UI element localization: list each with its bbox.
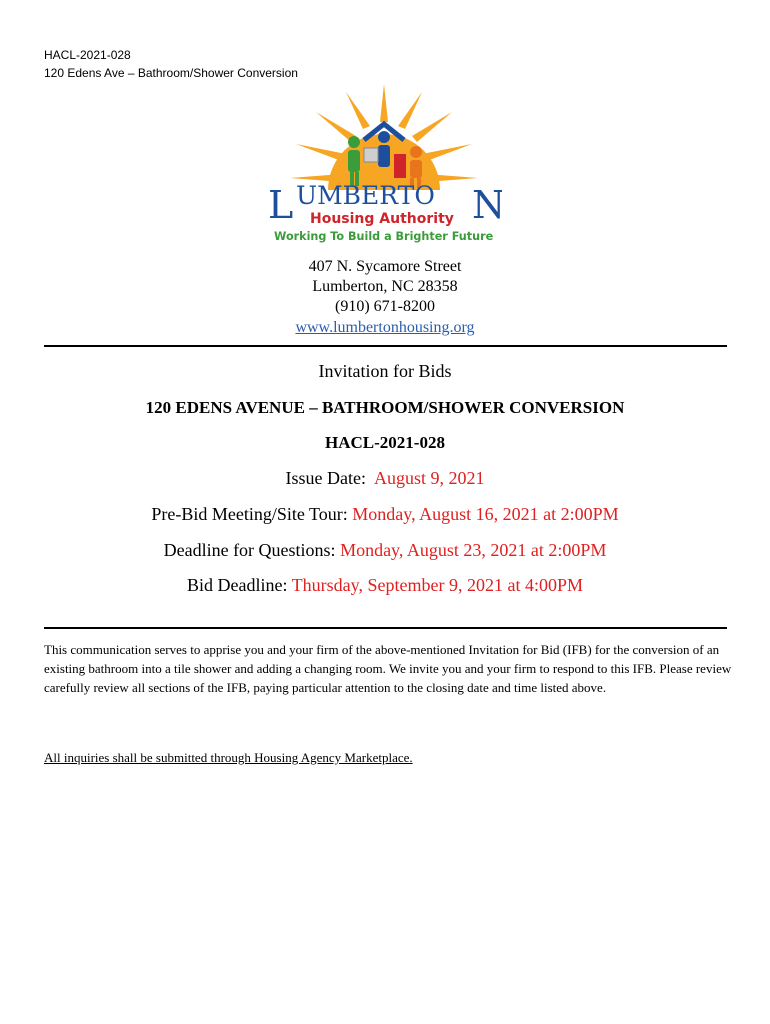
prebid-row [0,504,770,525]
issue-date-label: Issue Date: [285,468,374,488]
issue-date-row [0,468,770,489]
person-orange-icon [410,146,422,158]
address-phone: (910) 671-8200 [335,298,435,315]
door-icon [394,154,406,178]
invitation-title: Invitation for Bids [318,361,452,381]
svg-text:UMBERTO: UMBERTO [296,181,435,210]
bid-deadline-value: Thursday, September 9, 2021 at 4:00PM [291,575,583,595]
website-link[interactable]: www.lumbertonhousing.org [295,319,475,336]
project-ref: HACL-2021-028 [325,433,445,452]
person-green-icon [348,136,360,148]
header-ref: HACL-2021-028 [44,48,131,62]
website-row [0,318,770,338]
bid-deadline-row [0,575,770,596]
prebid-label: Pre-Bid Meeting/Site Tour: [151,504,353,524]
bottom-divider [44,627,727,629]
questions-label: Deadline for Questions: [163,540,341,560]
svg-text:L: L [268,183,294,227]
person-blue-icon [378,131,390,143]
questions-row [0,540,770,561]
top-divider [44,345,727,347]
window-icon [364,148,378,162]
svg-text:N: N [472,183,502,227]
svg-text:Housing Authority: Housing Authority [310,211,454,227]
address-city: Lumberton, NC 28358 [312,278,458,295]
lumberton-housing-logo [266,82,502,246]
logo-graphic [266,82,502,246]
inquiries-notice: All inquiries shall be submitted through Housing Agency Marketplace. [44,750,413,765]
questions-value: Monday, August 23, 2021 at 2:00PM [340,540,607,560]
svg-text:Working To Build a Brighter Fu: Working To Build a Brighter Future [274,230,494,243]
bid-deadline-label: Bid Deadline: [187,575,292,595]
intro-paragraph: This communication serves to apprise you and your firm of the above-mentioned Invitation for Bid (IFB) for the conversion of an existing bathroom into a tile shower and adding a changing room. We invite you and your firm to respond to this IFB. Please review carefully review all sections of the IFB, paying particular attention to the closing date and time listed above. [44,642,732,695]
header-subject: 120 Edens Ave – Bathroom/Shower Conversion [44,66,298,80]
address-street: 407 N. Sycamore Street [308,258,462,275]
prebid-value: Monday, August 16, 2021 at 2:00PM [352,504,619,524]
issue-date-value: August 9, 2021 [373,468,485,488]
project-title: 120 EDENS AVENUE – BATHROOM/SHOWER CONVERSION [145,398,625,417]
